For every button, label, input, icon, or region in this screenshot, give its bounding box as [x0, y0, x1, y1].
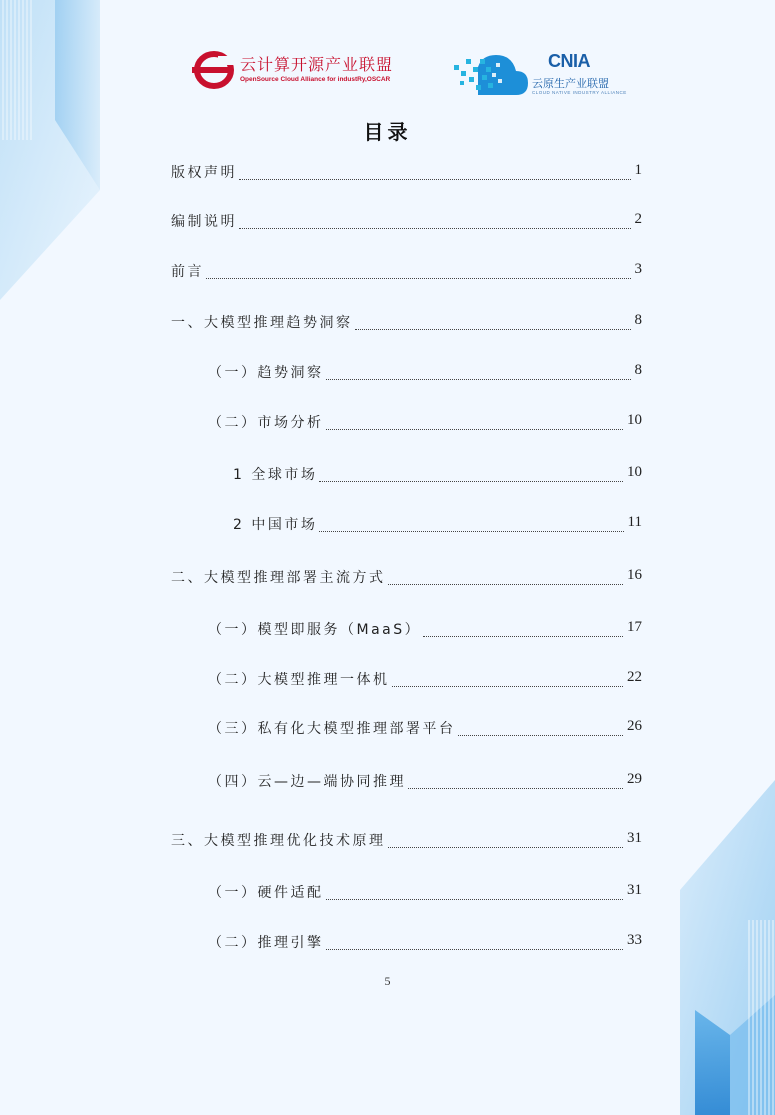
oscar-logo [192, 48, 392, 92]
toc-entry-label: 三、大模型推理优化技术原理 [171, 833, 386, 849]
toc-entry-label: 二、大模型推理部署主流方式 [171, 570, 386, 586]
toc-entry[interactable] [0, 362, 775, 386]
toc-entry-label: （二）大模型推理一体机 [208, 672, 390, 688]
toc-entry-leader-dots [408, 774, 623, 789]
toc-entry-leader-dots [239, 214, 631, 229]
cnia-logo-name: 云原生产业联盟 [532, 77, 609, 90]
toc-entry[interactable] [0, 669, 775, 693]
toc-entry-page: 10 [627, 412, 642, 428]
toc-entry-leader-dots [326, 365, 631, 380]
cnia-logo-abbr: CNIA [548, 51, 590, 71]
toc-entry-leader-dots [319, 467, 623, 482]
toc-entry-label: 编制说明 [171, 214, 237, 230]
toc-entry-page: 2 [634, 211, 642, 227]
toc-entry[interactable] [0, 619, 775, 643]
oscar-emblem-icon [192, 50, 236, 90]
cnia-logo [452, 45, 627, 97]
toc-title: 目录 [363, 120, 412, 144]
toc-entry-label: （一）模型即服务（MaaS） [208, 622, 422, 638]
toc-entry-label: （三）私有化大模型推理部署平台 [208, 721, 456, 737]
toc-entry[interactable] [0, 412, 775, 436]
oscar-logo-subtitle: OpenSource Cloud Alliance for industRy,OSCAR [240, 76, 391, 83]
toc-entry-label: 一、大模型推理趋势洞察 [171, 315, 353, 331]
header [0, 40, 775, 100]
toc-entry-label: 2 中国市场 [233, 517, 318, 533]
toc-entry[interactable] [0, 312, 775, 336]
toc-entry[interactable] [0, 932, 775, 956]
toc-entry-label: 版权声明 [171, 165, 237, 181]
toc-entry[interactable] [0, 567, 775, 591]
toc-entry[interactable] [0, 771, 775, 795]
toc-entry-leader-dots [355, 315, 631, 330]
oscar-logo-title: 云计算开源产业联盟 [240, 55, 394, 74]
toc-entry-leader-dots [388, 570, 624, 585]
toc-entry-leader-dots [392, 672, 624, 687]
toc-entry-page: 3 [634, 261, 642, 277]
toc-entry[interactable] [0, 162, 775, 186]
toc-entry-leader-dots [319, 517, 623, 532]
toc-entry-leader-dots [326, 935, 624, 950]
toc-entry-page: 8 [634, 312, 642, 328]
toc-entry[interactable] [0, 464, 775, 488]
toc-entry-page: 26 [627, 718, 642, 734]
toc-entry[interactable] [0, 718, 775, 742]
page-number: 5 [384, 974, 391, 988]
toc-entry[interactable] [0, 211, 775, 235]
toc-entry-leader-dots [423, 622, 623, 637]
toc-entry[interactable] [0, 830, 775, 854]
toc-entry-leader-dots [388, 833, 624, 848]
toc-entry-label: （一）硬件适配 [208, 885, 324, 901]
cnia-cloud-icon [452, 47, 530, 99]
toc-entry-label: （二）市场分析 [208, 415, 324, 431]
toc-entry-leader-dots [206, 264, 631, 279]
toc-entry[interactable] [0, 882, 775, 906]
toc-entry-page: 10 [627, 464, 642, 480]
toc-entry-page: 31 [627, 830, 642, 846]
toc-entry-leader-dots [239, 165, 631, 180]
toc-entry-page: 33 [627, 932, 642, 948]
toc-entry-leader-dots [458, 721, 624, 736]
toc-entry[interactable] [0, 514, 775, 538]
toc-entry-label: 前言 [171, 264, 204, 280]
toc-entry-page: 1 [634, 162, 642, 178]
toc-entry-page: 8 [634, 362, 642, 378]
toc-entry-label: 1 全球市场 [233, 467, 318, 483]
toc-entry-page: 11 [627, 514, 642, 530]
toc-entry[interactable] [0, 261, 775, 285]
toc-entry-page: 22 [627, 669, 642, 685]
toc-entry-page: 29 [627, 771, 642, 787]
toc-entry-label: （一）趋势洞察 [208, 365, 324, 381]
toc-entry-label: （四）云—边—端协同推理 [208, 774, 406, 790]
toc-entry-page: 17 [627, 619, 642, 635]
toc-entry-label: （二）推理引擎 [208, 935, 324, 951]
toc-entry-leader-dots [326, 885, 624, 900]
toc-entry-page: 31 [627, 882, 642, 898]
toc-entry-leader-dots [326, 415, 624, 430]
toc-entry-page: 16 [627, 567, 642, 583]
cnia-logo-subtitle: CLOUD NATIVE INDUSTRY ALLIANCE [532, 90, 627, 95]
